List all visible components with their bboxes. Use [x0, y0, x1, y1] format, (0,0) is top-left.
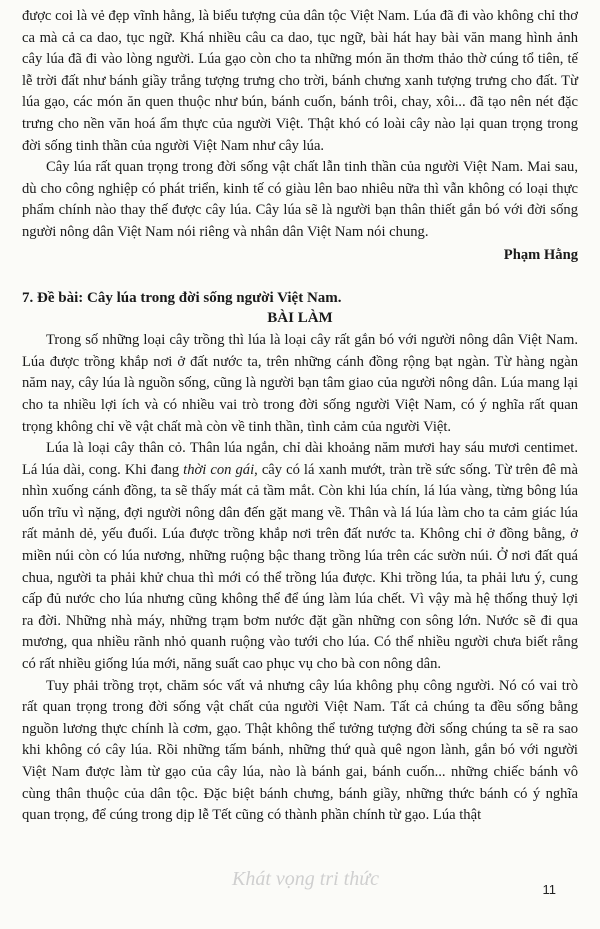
- essay-paragraph-1: Trong số những loại cây trồng thì lúa là loại cây rất gắn bó với người nông dân Việt Nam. Lúa được trồng khắp nơi ở đất nước ta, trên những cánh đồng rộng bạt ngàn. Từ hàng ngàn năm nay, cây lúa là nguồn sống, cũng là người bạn tâm giao của người nông dân. Lúa mang lại cho ta nhiều lợi ích và có nhiều vai trò trong đời sống người Việt Nam, có ý nghĩa rất quan trọng không chỉ về vật chất mà còn về tinh thần, tình cảm của người Việt.: [22, 332, 578, 435]
- page-content: [22, 6, 578, 827]
- essay-paragraph-2-start: Lúa là loại cây thân cỏ. Thân lúa ngắn, chỉ dài khoảng năm mươi hay sáu mươi centimet. Lá lúa dài, cong. Khi đang: [22, 440, 578, 478]
- essay-paragraph-3: Tuy phải trồng trọt, chăm sóc vất vả nhưng cây lúa không phụ công người. Nó có vai trò rất quan trọng trong đời sống vật chất của người Việt Nam. Tất cả chúng ta đều sống bằng nguồn lương thực chính là cơm, gạo. Thật không thể tưởng tượng đời sống chúng ta sẽ ra sao khi không có cây lúa. Rồi những tấm bánh, những thứ quà quê ngon lành, gắn bó với người Việt Nam được làm từ gạo của cây lúa, nào là bánh gai, bánh cuốn... những chiếc bánh vô cùng thân thuộc của dân tộc. Đặc biệt bánh chưng, bánh giầy, những thức bánh có ý nghĩa quan trọng, để cúng trong dịp lễ Tết cũng có thành phần chính từ gạo. Lúa thật: [22, 677, 578, 824]
- page-number: 11: [542, 882, 556, 897]
- essay-paragraph-2-end: , cây có lá xanh mướt, tràn trề sức sống. Từ trên đê mà nhìn xuống cánh đồng, ta sẽ thấy mát cả tầm mắt. Còn khi lúa chín, lá lúa vàng, từng bông lúa uốn trĩu vì nặng, đợi người nông dân đến gặt mang về. Thân và lá lúa làm cho ta cảm giác lúa rất mảnh dẻ, yếu đuối. Lúa được trồng khắp nơi trên đất nước ta. Không chỉ ở đồng bằng, ở miền núi còn có lúa nương, những ruộng bậc thang trồng lúa trên các sườn núi. Ở nơi đất quá chua, người ta phải khử chua thì mới có thể trồng lúa được. Khi trồng lúa, ta phải lưu ý, cung cấp đủ nước cho lúa nhưng cũng không thể để úng làm lúa chết. Vì vậy mà hệ thống thuỷ lợi ra đời. Những nhà máy, những trạm bơm nước đặt gần những con sông lớn. Nước sẽ đi qua mương, qua nhiều rãnh nhỏ quanh ruộng vào tưới cho lúa. Có thể nhiều người chưa biết rằng có rất nhiều giống lúa mới, năng suất cao phục vụ cho bà con nông dân.: [22, 461, 578, 673]
- section-subtitle: BÀI LÀM: [267, 310, 333, 327]
- essay-paragraph-2-italic: thời con gái: [183, 461, 255, 478]
- intro-paragraph-2: Cây lúa rất quan trọng trong đời sống vật chất lẫn tinh thần của người Việt Nam. Mai sau, dù cho công nghiệp có phát triển, kinh tế có giàu lên bao nhiêu nữa thì vẫn không có loại thực phẩm chính nào thay thế được cây lúa. Cây lúa sẽ là người bạn thân thiết gắn bó với đời sống người nông dân Việt Nam nói riêng và nhân dân Việt Nam nói chung.: [22, 159, 578, 240]
- author-name: Phạm Hằng: [503, 246, 578, 263]
- watermark-text: Khát vọng tri thức: [232, 868, 380, 890]
- section-title: 7. Đề bài: Cây lúa trong đời sống người Việt Nam.: [22, 290, 342, 307]
- essay-paragraph-2: [22, 438, 578, 676]
- intro-paragraph-1: được coi là vẻ đẹp vĩnh hằng, là biểu tượng của dân tộc Việt Nam. Lúa đã đi vào không chỉ thơ ca mà cả ca dao, tục ngữ. Khá nhiều câu ca dao, tục ngữ, bài hát hay bài văn mang hình ảnh cây lúa đã đi vào lòng người. Lúa gạo còn cho ta những món ăn thơm thảo thờ cúng tổ tiên, tế lễ trời đất như bánh giầy trắng tượng trưng cho trời, bánh chưng xanh tượng trưng cho đất. Từ lúa gạo, các món ăn quen thuộc như bún, bánh cuốn, bánh trôi, chay, xôi... đã tạo nên nét đặc trưng cho nền văn hoá ẩm thực của người Việt. Thật khó có loài cây nào lại quan trọng trong đời sống tinh thần của người Việt Nam như cây lúa.: [22, 8, 578, 154]
